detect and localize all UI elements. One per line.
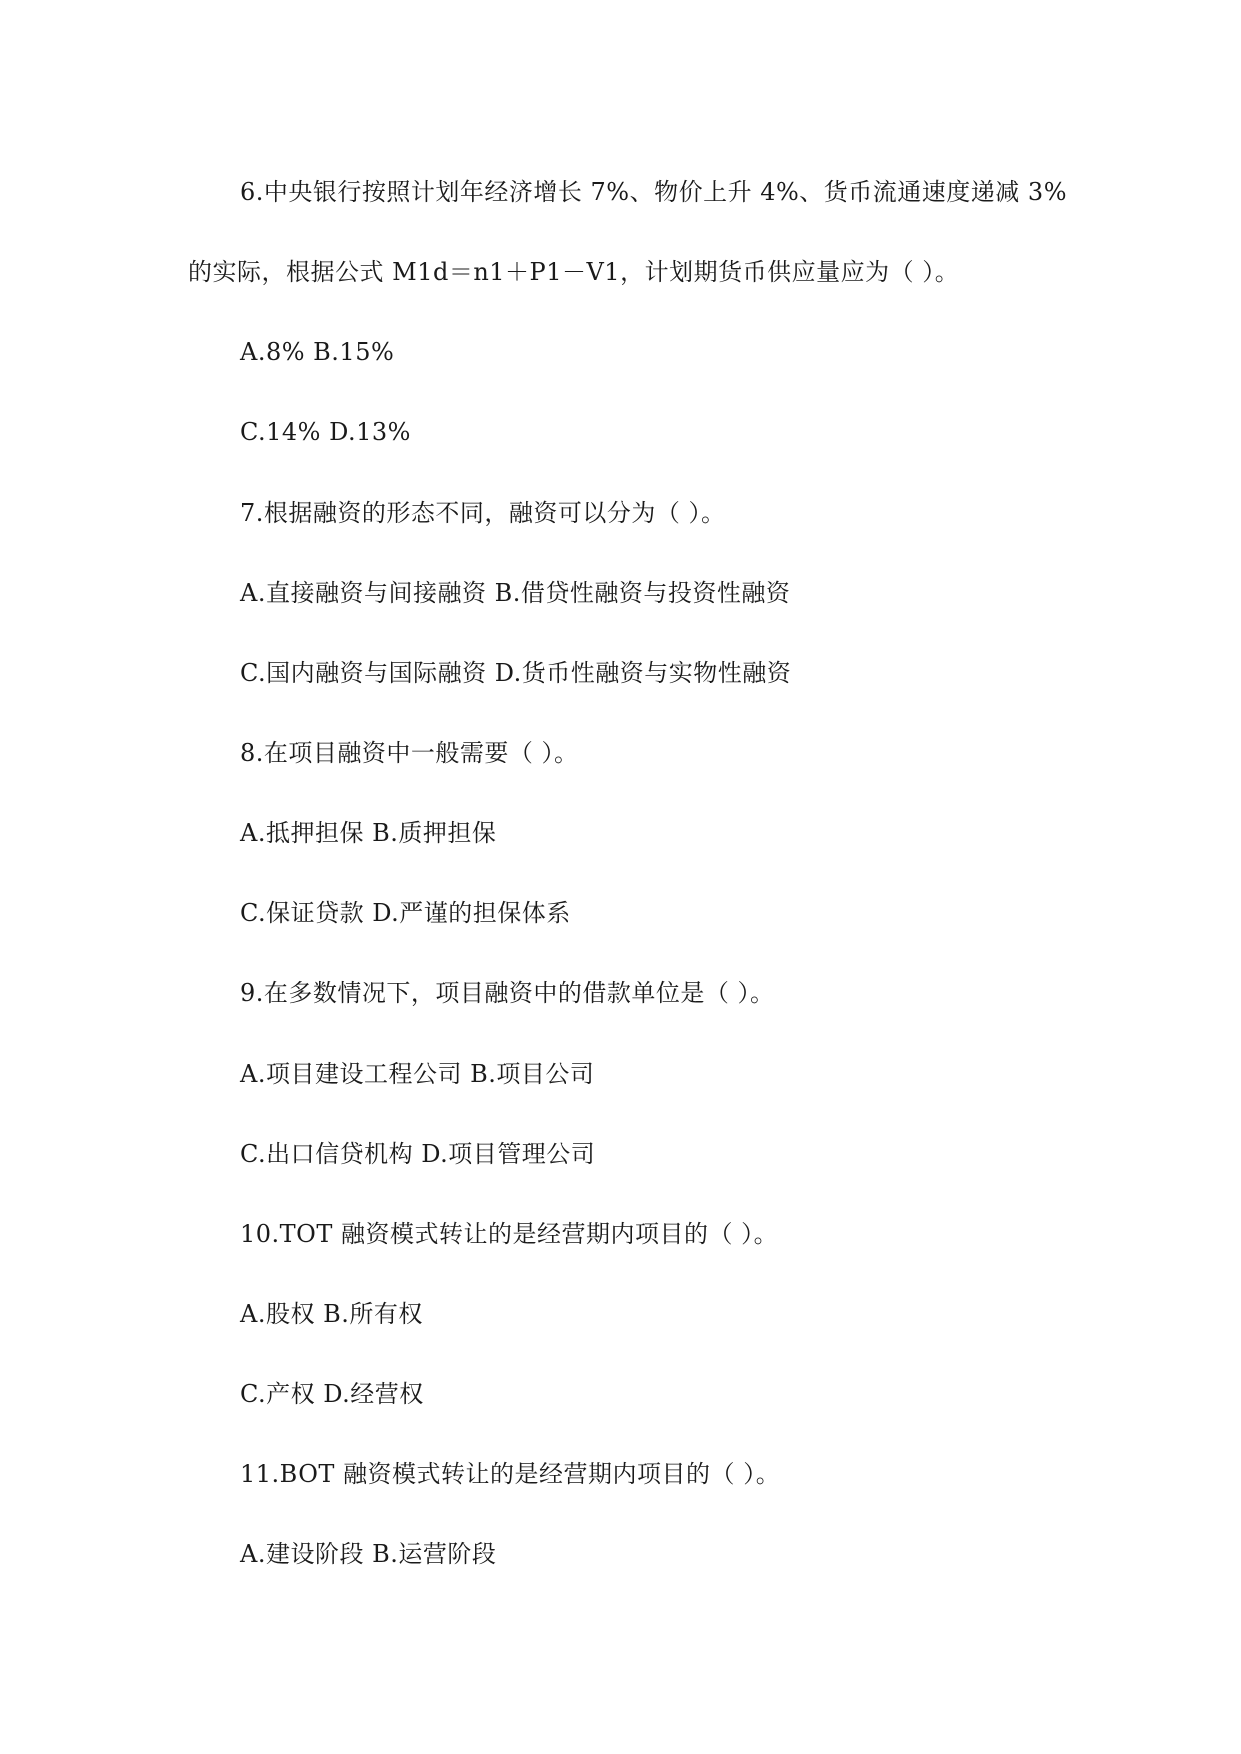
question-11-options-ab: A.建设阶段 B.运营阶段 xyxy=(240,1540,497,1568)
question-6-stem-continued: 的实际，根据公式 M1d＝n1＋P1－V1，计划期货币供应量应为（ ）。 xyxy=(188,258,960,286)
question-8-options-ab: A.抵押担保 B.质押担保 xyxy=(240,819,497,847)
question-7-options-ab: A.直接融资与间接融资 B.借贷性融资与投资性融资 xyxy=(240,579,791,607)
question-8-stem: 8.在项目融资中一般需要（ ）。 xyxy=(240,739,579,767)
question-10-options-ab: A.股权 B.所有权 xyxy=(240,1300,423,1328)
question-9-stem: 9.在多数情况下，项目融资中的借款单位是（ ）。 xyxy=(240,979,775,1007)
question-10-stem: 10.TOT 融资模式转让的是经营期内项目的（ ）。 xyxy=(240,1220,779,1248)
question-6-stem: 6.中央银行按照计划年经济增长 7%、物价上升 4%、货币流通速度递减 3% xyxy=(240,178,1068,206)
question-9-options-cd: C.出口信贷机构 D.项目管理公司 xyxy=(240,1140,596,1168)
question-11-stem: 11.BOT 融资模式转让的是经营期内项目的（ ）。 xyxy=(240,1460,781,1488)
question-10-options-cd: C.产权 D.经营权 xyxy=(240,1380,424,1408)
question-9-options-ab: A.项目建设工程公司 B.项目公司 xyxy=(240,1060,595,1088)
question-7-options-cd: C.国内融资与国际融资 D.货币性融资与实物性融资 xyxy=(240,659,792,687)
question-8-options-cd: C.保证贷款 D.严谨的担保体系 xyxy=(240,899,571,927)
question-6-options-cd: C.14% D.13% xyxy=(240,418,411,446)
question-7-stem: 7.根据融资的形态不同，融资可以分为（ ）。 xyxy=(240,499,726,527)
question-6-options-ab: A.8% B.15% xyxy=(240,338,395,366)
